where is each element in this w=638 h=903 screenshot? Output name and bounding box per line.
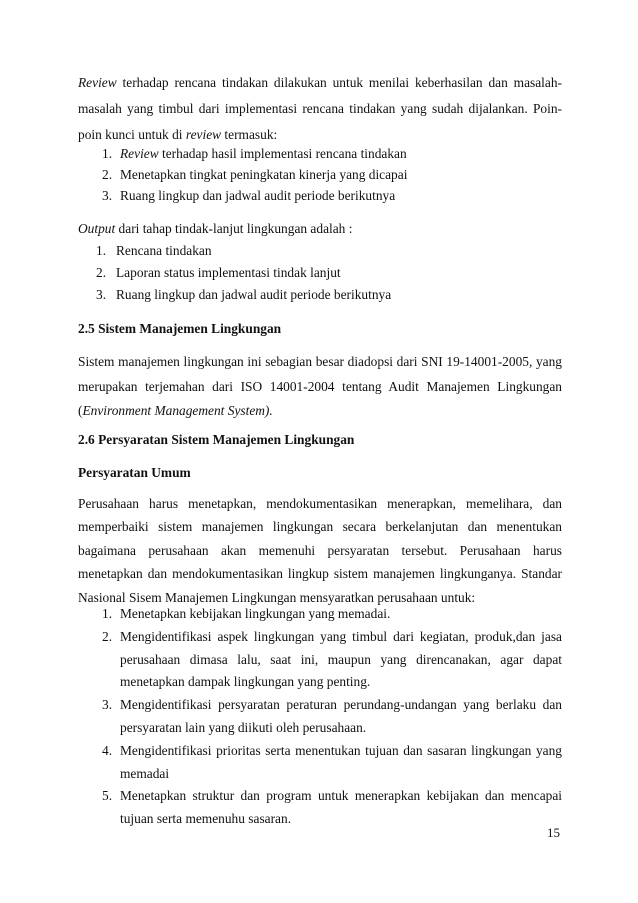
- list-text: Menetapkan struktur dan program untuk menerapkan kebijakan dan mencapai tujuan serta memenuhu sasaran.: [120, 788, 562, 827]
- list-text: Menetapkan kebijakan lingkungan yang memadai.: [120, 606, 391, 621]
- review-paragraph: [78, 70, 562, 148]
- list-number: 2.: [102, 167, 113, 182]
- list-number: 4.: [102, 742, 113, 758]
- review-term: review: [185, 127, 222, 142]
- output-text: dari tahap tindak-lanjut lingkungan adalah :: [115, 221, 353, 236]
- list-number: 3.: [102, 188, 113, 203]
- list-text: Ruang lingkup dan jadwal audit periode berikutnya: [116, 287, 392, 302]
- section-2-5-body: [78, 350, 562, 424]
- list-number: 1.: [96, 243, 107, 258]
- list-text: Mengidentifikasi persyaratan peraturan perundang-undangan yang berlaku dan persyaratan lain yang diikuti oleh perusahaan.: [120, 697, 562, 735]
- section-2-6-paragraph: Perusahaan harus menetapkan, mendokumentasikan menerapkan, memelihara, dan memperbaiki sistem manajemen lingkungan secara berkelanjutan dan menentukan bagaimana perusahaan akan memenuhi persyaratan tersebut. Perusahaan harus menetapkan dan mendokumentasikan lingkup sistem manajemen lingkunganya. Standar Nasional Sisem Manajemen Lingkungan mensyaratkan perusahaan untuk:: [78, 496, 562, 605]
- list-item: [78, 164, 562, 185]
- output-list: [78, 240, 562, 306]
- list-number: 5.: [102, 788, 113, 804]
- list-item: [78, 785, 562, 831]
- output-paragraph-block: [78, 218, 562, 240]
- list-item: [78, 284, 562, 306]
- list-item: [78, 240, 562, 262]
- output-lead: Output: [78, 221, 116, 236]
- list-item: [78, 694, 562, 740]
- review-text-b: termasuk:: [221, 127, 278, 142]
- section-2-5-heading: 2.5 Sistem Manajemen Lingkungan: [78, 321, 282, 336]
- list-italic: Review: [120, 146, 159, 161]
- section-2-5-text: Sistem manajemen lingkungan ini sebagian besar diadopsi dari SNI 19-14001-2005, yang merupakan terjemahan dari ISO 14001-2004 tentang Audit Manajemen Lingkungan (: [78, 354, 562, 418]
- list-item: [78, 185, 562, 206]
- list-item: [78, 603, 562, 626]
- section-2-5-italic: Environment Management System).: [82, 403, 273, 418]
- section-2-5-paragraph: [78, 350, 562, 424]
- list-item: [78, 143, 562, 164]
- output-paragraph: [78, 218, 562, 240]
- list-number: 3.: [102, 697, 113, 713]
- section-2-6-subheading: Persyaratan Umum: [78, 465, 191, 480]
- review-lead: Review: [78, 75, 117, 90]
- list-item: [78, 262, 562, 284]
- list-text: terhadap hasil implementasi rencana tindakan: [158, 146, 407, 161]
- list-number: 3.: [96, 287, 107, 302]
- section-2-6-body: [78, 492, 562, 609]
- list-number: 2.: [102, 628, 113, 644]
- requirements-list: [78, 603, 562, 831]
- review-list: [78, 143, 562, 206]
- list-text: Mengidentifikasi aspek lingkungan yang timbul dari kegiatan, produk,dan jasa perusahaan dimasa lalu, saat ini, maupun yang direncanakan, agar dapat menetapkan dampak lingkungan yang penting.: [120, 628, 562, 690]
- list-text: Rencana tindakan: [116, 243, 212, 258]
- section-2-6-heading: 2.6 Persyaratan Sistem Manajemen Lingkungan: [78, 432, 355, 447]
- list-number: 1.: [102, 606, 113, 621]
- list-text: Mengidentifikasi prioritas serta menentukan tujuan dan sasaran lingkungan yang memadai: [120, 742, 562, 781]
- list-text: Ruang lingkup dan jadwal audit periode berikutnya: [120, 188, 396, 203]
- list-item: [78, 626, 562, 694]
- list-item: [78, 740, 562, 786]
- list-text: Laporan status implementasi tindak lanjut: [116, 265, 341, 280]
- review-text-a: terhadap rencana tindakan dilakukan untuk menilai keberhasilan dan masalah-masalah yang timbul dari implementasi rencana tindakan yang sudah dijalankan. Poin-poin kunci untuk di: [78, 75, 562, 142]
- list-number: 1.: [102, 146, 113, 161]
- review-paragraph-block: [78, 70, 562, 148]
- page-number: 15: [547, 825, 560, 840]
- list-text: Menetapkan tingkat peningkatan kinerja yang dicapai: [120, 167, 408, 182]
- list-number: 2.: [96, 265, 107, 280]
